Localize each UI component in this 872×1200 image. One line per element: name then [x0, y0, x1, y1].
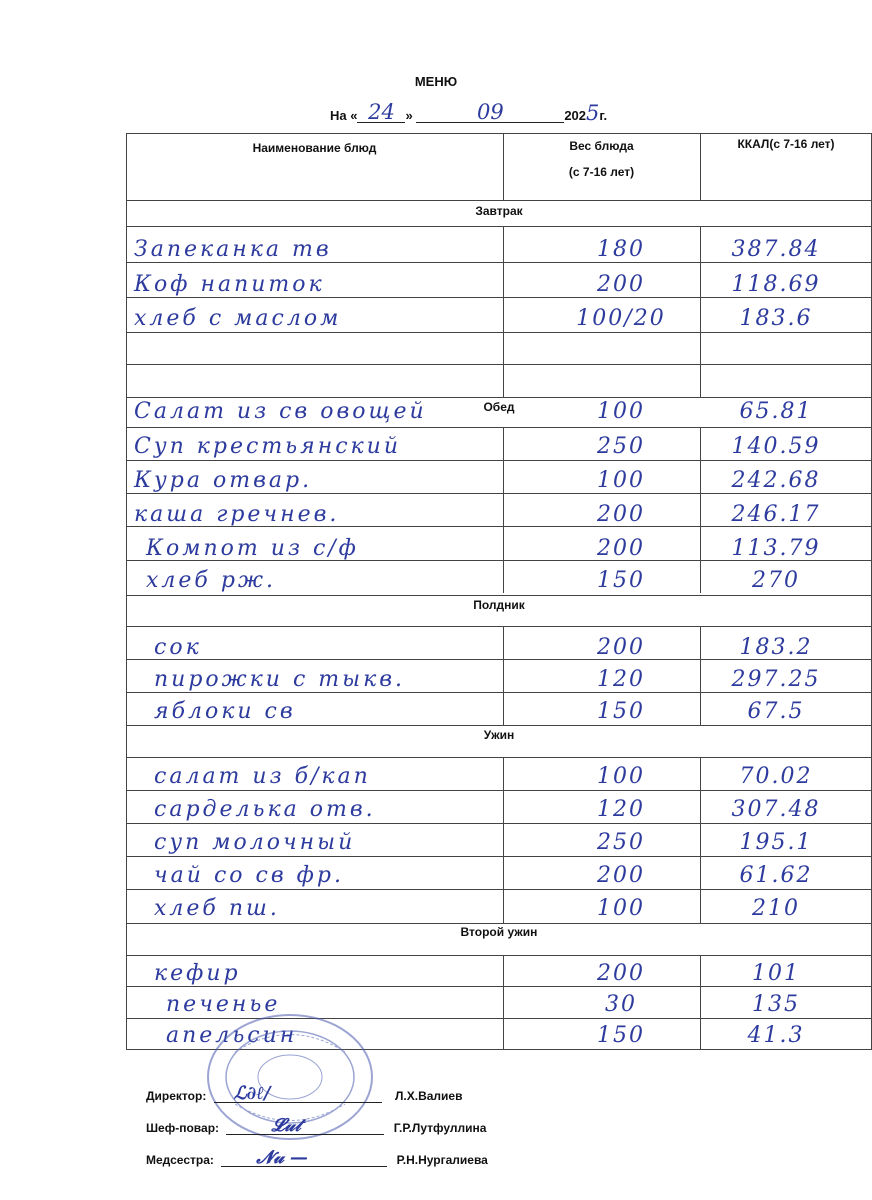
dish-kcal: 210 — [752, 896, 800, 921]
dish-kcal: 41.3 — [747, 1023, 805, 1048]
menu-table — [126, 133, 872, 1050]
dish-kcal: 242.68 — [731, 468, 821, 493]
section-breakfast: Завтрак — [475, 204, 523, 218]
dish-name: хлеб с маслом — [134, 306, 342, 331]
date-line — [330, 100, 608, 125]
menu-title: МЕНЮ — [414, 74, 458, 89]
header-weight — [503, 139, 700, 179]
dish-weight: 200 — [597, 536, 645, 561]
dish-name: Компот из с/ф — [146, 536, 359, 561]
signature-director — [146, 1083, 463, 1104]
dish-weight: 100 — [597, 399, 645, 424]
dish-name: кефир — [154, 961, 241, 986]
month-value: 09 — [476, 100, 504, 124]
dish-name: печенье — [166, 992, 281, 1017]
header-weight-line2: (с 7-16 лет) — [568, 165, 635, 179]
dish-kcal: 183.2 — [739, 635, 813, 660]
dish-name: каша гречнев. — [134, 502, 340, 527]
dish-kcal: 65.81 — [739, 399, 813, 424]
dish-name: салат из б/кап — [154, 764, 371, 789]
nurse-name: Р.Н.Нургалиева — [396, 1153, 488, 1167]
dish-name: чай со св фр. — [154, 863, 344, 888]
dish-weight: 250 — [597, 830, 645, 855]
chef-label: Шеф-повар: — [146, 1121, 220, 1135]
nurse-label: Медсестра: — [146, 1153, 214, 1167]
year-last-digit: 5 — [586, 101, 600, 125]
dish-name: Суп крестьянский — [134, 434, 402, 459]
dish-weight: 150 — [597, 1023, 645, 1048]
signature-nurse — [146, 1147, 488, 1168]
month-blank — [416, 100, 564, 124]
date-mid: » — [405, 108, 413, 123]
dish-weight: 200 — [597, 502, 645, 527]
dish-weight: 180 — [597, 237, 645, 262]
section-second-dinner: Второй ужин — [460, 925, 538, 939]
dish-kcal: 113.79 — [731, 536, 821, 561]
dish-name: яблоки св — [154, 699, 296, 724]
dish-weight: 120 — [597, 667, 645, 692]
year-prefix: 202 — [564, 108, 587, 123]
dish-name: Салат из св овощей — [134, 399, 427, 424]
dish-weight: 150 — [597, 699, 645, 724]
header-kcal: ККАЛ(с 7-16 лет) — [737, 137, 835, 151]
dish-kcal: 140.59 — [731, 434, 821, 459]
dish-name: хлеб пш. — [154, 896, 280, 921]
day-value: 24 — [368, 100, 395, 124]
section-dinner: Ужин — [483, 728, 515, 742]
dish-weight: 200 — [597, 635, 645, 660]
header-dish-name: Наименование блюд — [252, 141, 377, 155]
section-snack: Полдник — [473, 598, 525, 612]
chef-name: Г.Р.Лутфуллина — [393, 1121, 487, 1135]
dish-weight: 100 — [597, 468, 645, 493]
dish-kcal: 307.48 — [731, 797, 821, 822]
day-blank — [357, 100, 405, 124]
dish-kcal: 67.5 — [747, 699, 805, 724]
dish-weight: 100 — [597, 764, 645, 789]
year-suffix: г. — [599, 108, 608, 123]
dish-weight: 100/20 — [576, 306, 666, 331]
director-name: Л.Х.Валиев — [395, 1089, 463, 1103]
nurse-signature-icon: 𝓝𝓊 — — [256, 1147, 308, 1168]
chef-signature-icon: 𝓛𝓊𝓉 — [271, 1115, 301, 1136]
dish-name: сок — [154, 635, 202, 660]
dish-weight: 30 — [605, 992, 637, 1017]
dish-kcal: 270 — [752, 568, 800, 593]
dish-name: хлеб рж. — [146, 568, 276, 593]
dish-kcal: 246.17 — [731, 502, 821, 527]
dish-weight: 200 — [597, 272, 645, 297]
dish-name: сарделька отв. — [154, 797, 376, 822]
nurse-signature-line — [221, 1147, 387, 1168]
dish-weight: 200 — [597, 961, 645, 986]
date-prefix: На « — [330, 108, 358, 123]
dish-kcal: 195.1 — [739, 830, 813, 855]
dish-name: пирожки с тыкв. — [154, 667, 406, 692]
header-weight-line1: Вес блюда — [569, 139, 634, 153]
director-label: Директор: — [146, 1089, 207, 1103]
dish-weight: 150 — [597, 568, 645, 593]
dish-weight: 200 — [597, 863, 645, 888]
dish-name: Кура отвар. — [134, 468, 313, 493]
dish-kcal: 135 — [752, 992, 800, 1017]
dish-name: суп молочный — [154, 830, 356, 855]
dish-kcal: 118.69 — [731, 272, 821, 297]
dish-kcal: 70.02 — [739, 764, 813, 789]
dish-name: Коф напиток — [134, 272, 325, 297]
dish-weight: 250 — [597, 434, 645, 459]
dish-name: апельсин — [166, 1023, 298, 1048]
dish-kcal: 61.62 — [739, 863, 813, 888]
director-signature-icon: ℒ∂ℓ∕ — [233, 1083, 271, 1104]
signature-chef — [146, 1115, 487, 1136]
dish-name: Запеканка тв — [134, 237, 332, 262]
chef-signature-line — [226, 1115, 384, 1136]
section-lunch: Обед — [483, 400, 515, 414]
dish-weight: 100 — [597, 896, 645, 921]
dish-kcal: 183.6 — [739, 306, 813, 331]
dish-kcal: 387.84 — [731, 237, 821, 262]
director-signature-line — [214, 1083, 382, 1104]
dish-kcal: 297.25 — [731, 667, 821, 692]
dish-weight: 120 — [597, 797, 645, 822]
dish-kcal: 101 — [752, 961, 800, 986]
